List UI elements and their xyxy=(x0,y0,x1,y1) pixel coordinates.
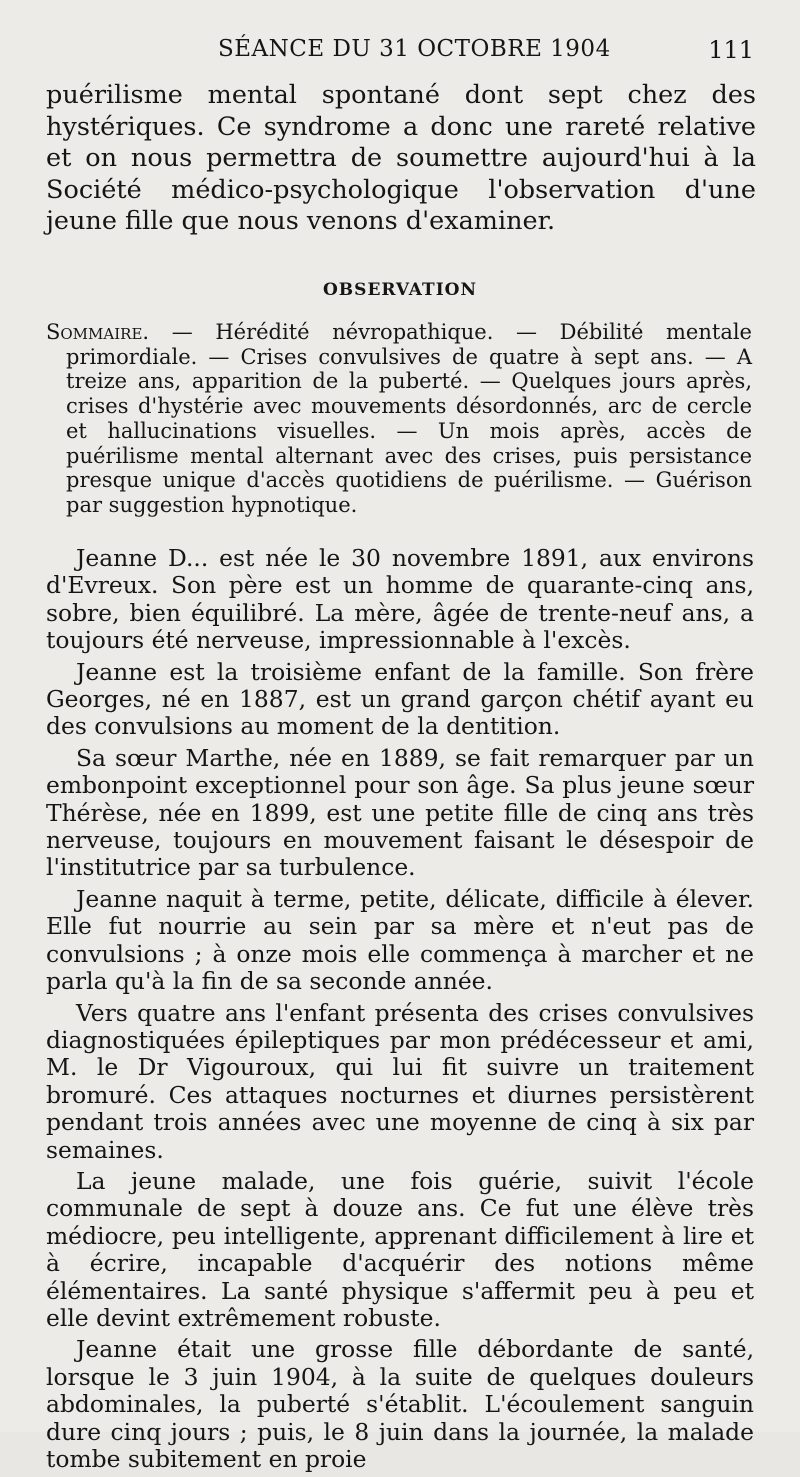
paragraph-3: Sa sœur Marthe, née en 1889, se fait remarquer par un embonpoint exceptionnel pour son âge. Sa plus jeune sœur Thérèse, née en 1899, est une petite fille de cinq ans très nerveuse, toujours en mouvement faisant le désespoir de l'institutrice par sa turbulence. xyxy=(46,743,754,882)
paragraph-1: Jeanne D... est née le 30 novembre 1891, aux environs d'Evreux. Son père est un homme de quarante-cinq ans, sobre, bien équilibré. La mère, âgée de trente-neuf ans, a toujours été nerveuse, impressionnable à l'excès. xyxy=(46,544,754,655)
paragraph-4: Jeanne naquit à terme, petite, délicate, difficile à élever. Elle fut nourrie au sein par sa mère et n'eut pas de convulsions ; à onze mois elle commença à marcher et ne parla qu'à la fin de sa seconde année. xyxy=(46,884,754,996)
paragraph-7: Jeanne était une grosse fille débordante de santé, lorsque le 3 juin 1904, à la suite de quelques douleurs abdominales, la puberté s'établit. L'écoulement sanguin dure cinq jours ; puis, le 8 juin dans la journée, la malade tombe subitement en proie xyxy=(46,1335,754,1473)
page-number: 111 xyxy=(708,36,754,64)
header-title: SÉANCE DU 31 OCTOBRE 1904 xyxy=(218,36,611,62)
body-text xyxy=(46,545,754,1477)
running-header xyxy=(48,34,754,74)
sommaire-paragraph xyxy=(46,320,752,518)
sommaire-label: Sommaire. xyxy=(46,320,150,344)
paragraph-2: Jeanne est la troisième enfant de la famille. Son frère Georges, né en 1887, est un grand garçon chétif ayant eu des convulsions au moment de la dentition. xyxy=(46,657,754,741)
paragraph-5: Vers quatre ans l'enfant présenta des crises convulsives diagnostiquées épileptiques par mon prédécesseur et ami, M. le Dr Vigouroux, qui lui fit suivre un traitement bromuré. Ces attaques nocturnes et diurnes persistèrent pendant trois années avec une moyenne de cinq à six par semaines. xyxy=(46,998,754,1164)
paragraph-6: La jeune malade, une fois guérie, suivit l'école communale de sept à douze ans. Ce fut une élève très médiocre, peu intelligente, apprenant difficilement à lire et à écrire, incapable d'acquérir des notions même élémentaires. La santé physique s'affermit peu à peu et elle devint extrêmement robuste. xyxy=(46,1166,754,1332)
sommaire-text: — Hérédité névropathique. — Débilité mentale primordiale. — Crises convulsives de quatre à sept ans. — A treize ans, apparition de la puberté. — Quelques jours après, crises d'hystérie avec mouvements désordonnés, arc de cercle et hallucinations visuelles. — Un mois après, accès de puérilisme mental alternant avec des crises, puis persistance presque unique d'accès quotidiens de puérilisme. — Guérison par suggestion hypnotique. xyxy=(66,320,752,517)
section-title: OBSERVATION xyxy=(322,280,477,300)
intro-paragraph: puérilisme mental spontané dont sept chez des hystériques. Ce syndrome a donc une rareté relative et on nous permettra de soumettre aujourd'hui à la Société médico-psychologique l'observation d'une jeune fille que nous venons d'examiner. xyxy=(46,80,756,236)
